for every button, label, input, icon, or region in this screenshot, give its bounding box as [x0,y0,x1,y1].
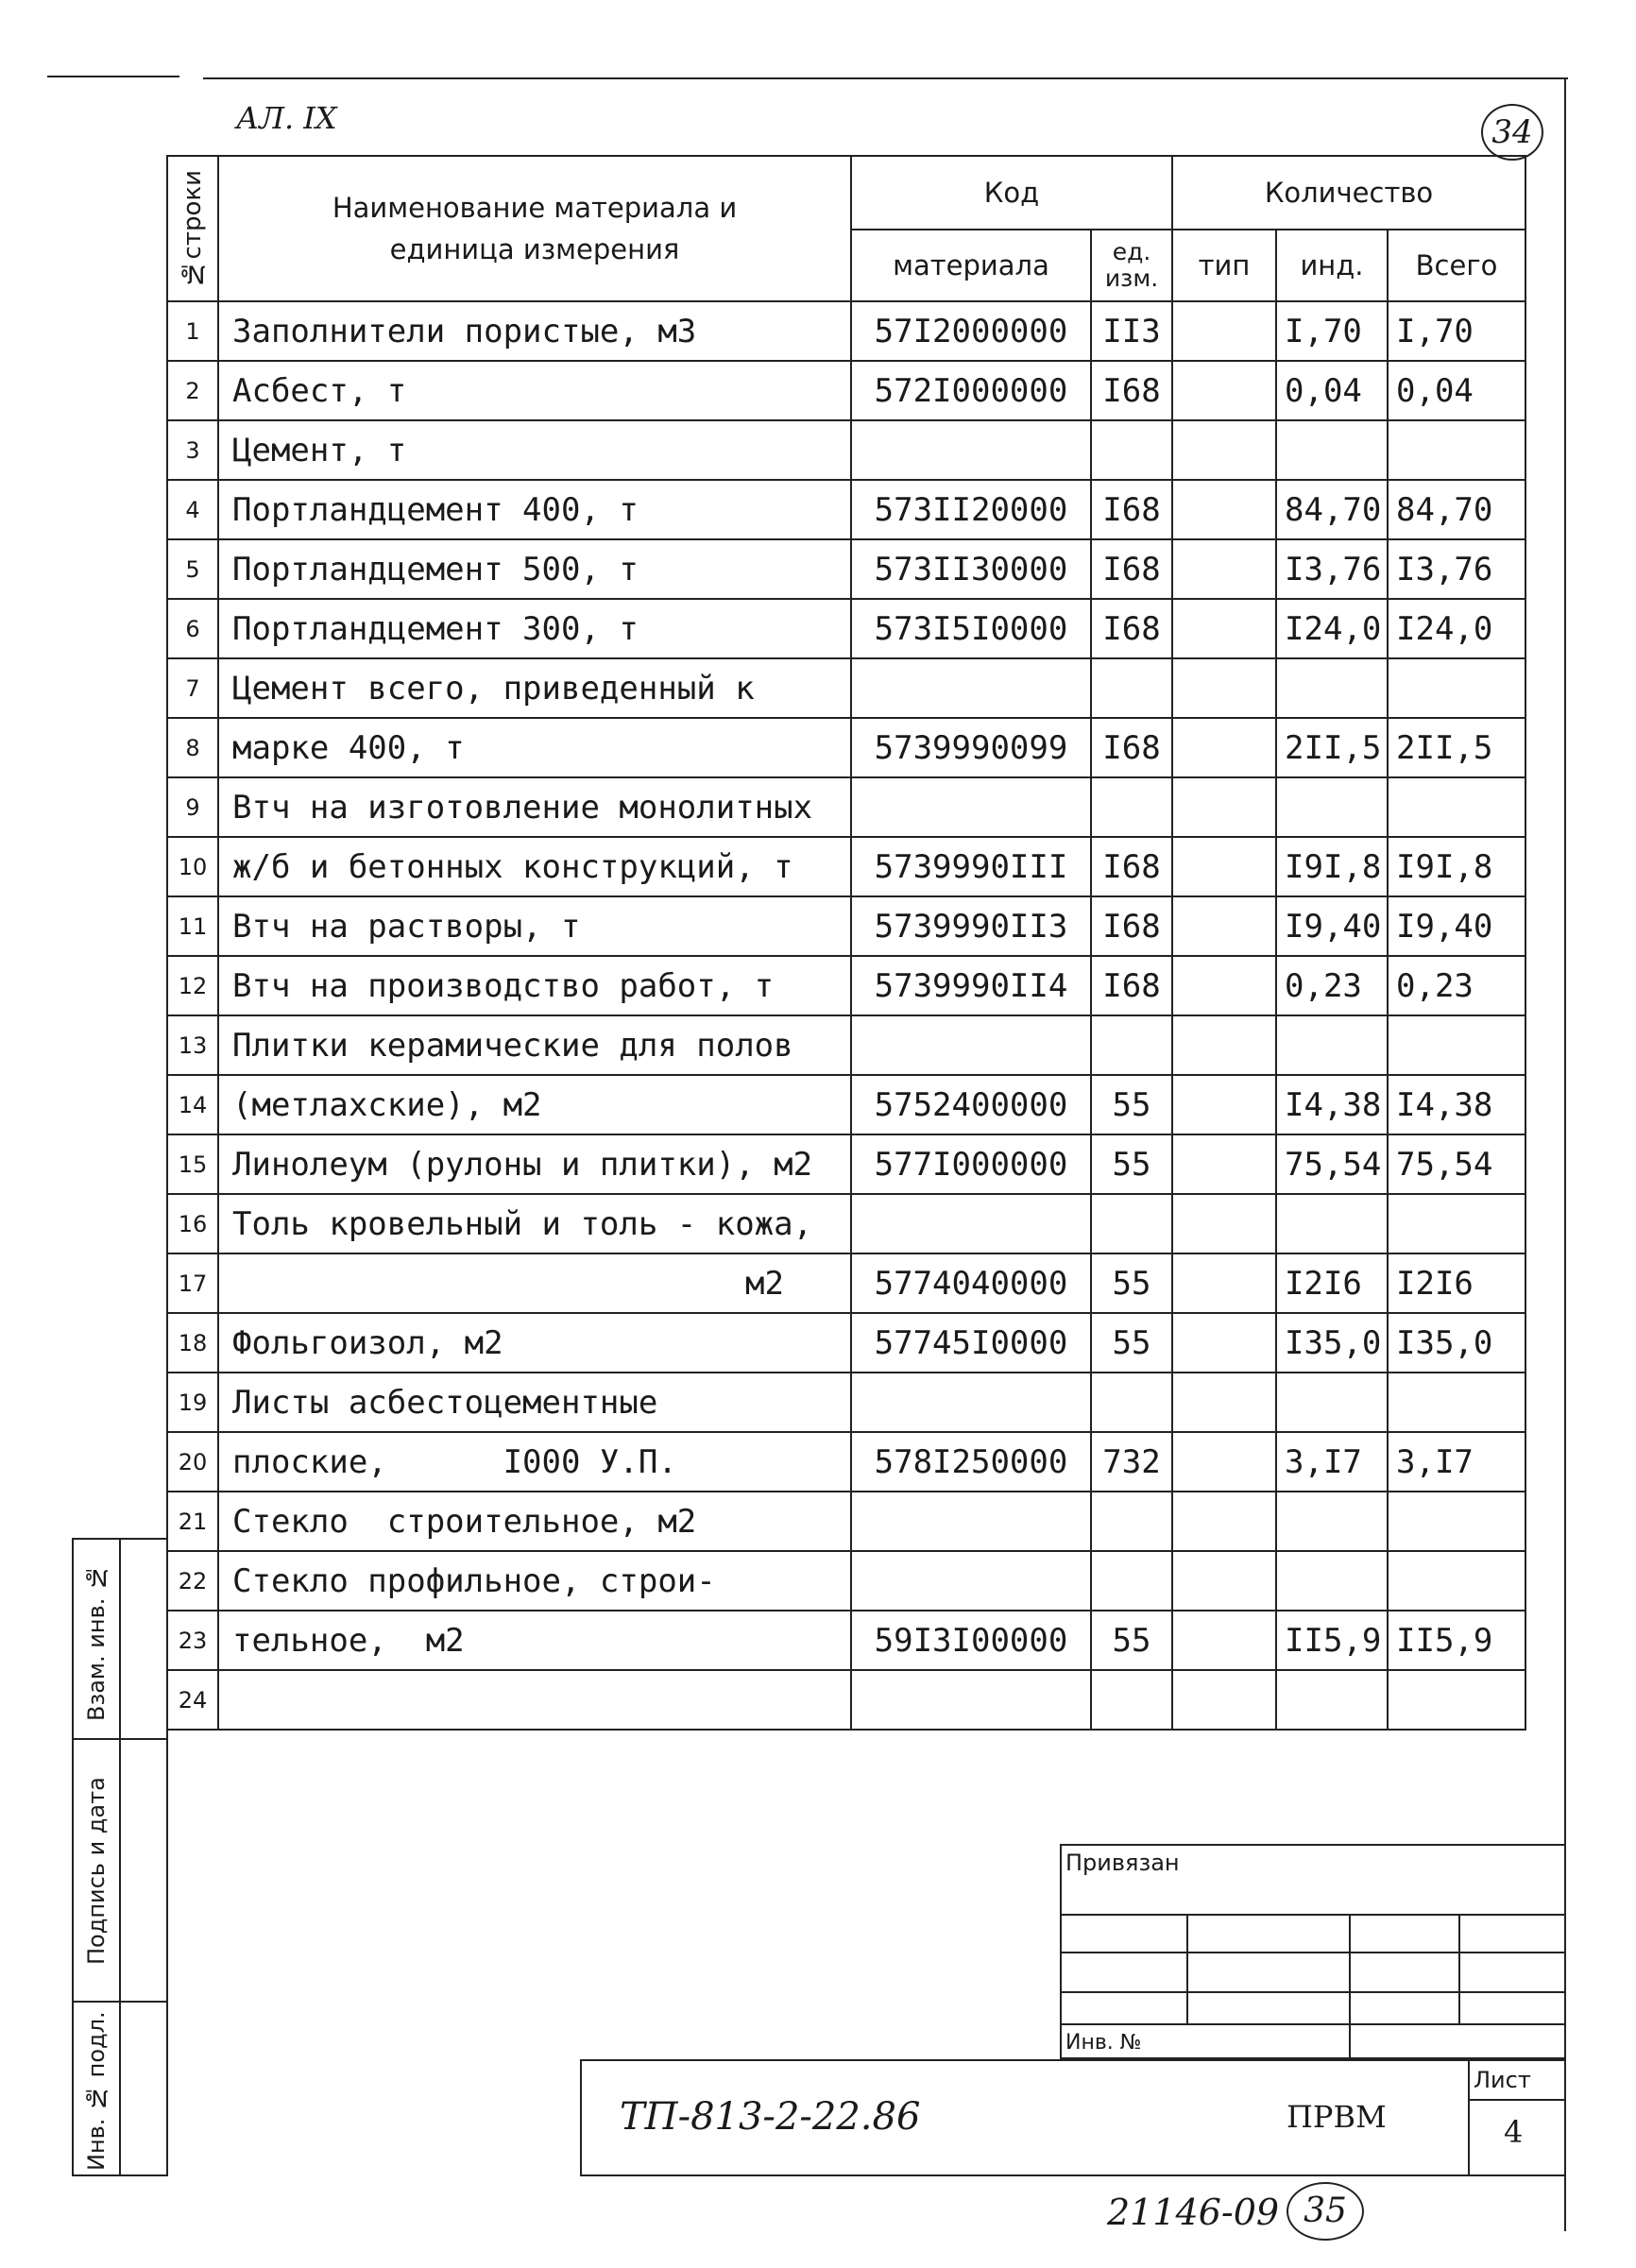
material-code [851,777,1091,837]
table-row [167,480,1525,539]
table-row [167,777,1525,837]
row-number: 20 [167,1432,218,1492]
unit-code: II3 [1091,301,1172,361]
material-code: 573II20000 [851,480,1091,539]
table-row [167,837,1525,896]
row-number: 1 [167,301,218,361]
qty-total: 3,I7 [1388,1432,1525,1492]
unit-code: 55 [1091,1611,1172,1670]
qty-type [1172,1253,1276,1313]
material-name: Линолеум (рулоны и плитки), м2 [218,1134,851,1194]
footer-page-circle [1287,2182,1364,2241]
title-linked-label: Привязан [1065,1850,1180,1876]
material-code: 5774040000 [851,1253,1091,1313]
table-row [167,1313,1525,1373]
qty-total [1388,1551,1525,1611]
row-number: 11 [167,896,218,956]
header-code-unit: ед. изм. [1091,230,1172,301]
sheet-divider [1468,2061,1470,2174]
qty-ind: 75,54 [1276,1134,1388,1194]
row-number: 13 [167,1015,218,1075]
qty-total: II5,9 [1388,1611,1525,1670]
row-number: 3 [167,420,218,480]
table-row [167,658,1525,718]
title-grid-line [1062,1914,1566,1916]
material-name: м2 [218,1253,851,1313]
material-code [851,1670,1091,1730]
qty-ind: 84,70 [1276,480,1388,539]
title-main-stamp [580,2059,1566,2176]
row-number: 15 [167,1134,218,1194]
unit-code [1091,777,1172,837]
unit-code: I68 [1091,599,1172,658]
table-row [167,1492,1525,1551]
material-name: Плитки керамические для полов [218,1015,851,1075]
material-code: 5752400000 [851,1075,1091,1134]
material-code [851,658,1091,718]
row-number: 8 [167,718,218,777]
unit-code [1091,1670,1172,1730]
row-number: 18 [167,1313,218,1373]
row-number: 14 [167,1075,218,1134]
material-code [851,1492,1091,1551]
qty-type [1172,1551,1276,1611]
table-row [167,599,1525,658]
qty-ind: 0,23 [1276,956,1388,1015]
qty-ind: I9I,8 [1276,837,1388,896]
qty-total: I4,38 [1388,1075,1525,1134]
material-name: Цемент, т [218,420,851,480]
header-qty-total: Всего [1388,230,1525,301]
qty-ind: I,70 [1276,301,1388,361]
material-name: Листы асбестоцементные [218,1373,851,1432]
qty-ind: 2II,5 [1276,718,1388,777]
qty-ind: I24,0 [1276,599,1388,658]
table-row [167,1611,1525,1670]
material-name: Портландцемент 300, т [218,599,851,658]
unit-code: 55 [1091,1313,1172,1373]
row-number: 16 [167,1194,218,1253]
table-row [167,420,1525,480]
row-number: 12 [167,956,218,1015]
qty-ind: I3,76 [1276,539,1388,599]
material-name: Заполнители пористые, м3 [218,301,851,361]
row-number: 7 [167,658,218,718]
material-name: Втч на изготовление монолитных [218,777,851,837]
unit-code: 55 [1091,1075,1172,1134]
qty-type [1172,1015,1276,1075]
qty-total: 0,04 [1388,361,1525,420]
qty-type [1172,1611,1276,1670]
unit-code: I68 [1091,896,1172,956]
material-name: тельное, м2 [218,1611,851,1670]
qty-total [1388,420,1525,480]
top-rule-right [203,77,1568,79]
side-stamp-row-line [74,2001,166,2003]
unit-code [1091,658,1172,718]
qty-type [1172,539,1276,599]
qty-type [1172,1075,1276,1134]
page-number-circle [1481,104,1543,161]
material-name: Портландцемент 400, т [218,480,851,539]
qty-type [1172,420,1276,480]
qty-total [1388,1373,1525,1432]
section-code: ПРВМ [1287,2099,1387,2135]
qty-type [1172,480,1276,539]
material-name: Втч на растворы, т [218,896,851,956]
unit-code [1091,1373,1172,1432]
qty-total: I,70 [1388,301,1525,361]
qty-type [1172,1373,1276,1432]
qty-total: I9,40 [1388,896,1525,956]
qty-type [1172,896,1276,956]
qty-ind [1276,777,1388,837]
table-row [167,1670,1525,1730]
unit-code [1091,1492,1172,1551]
qty-total: 0,23 [1388,956,1525,1015]
qty-type [1172,1134,1276,1194]
qty-type [1172,1492,1276,1551]
qty-type [1172,837,1276,896]
materials-table [166,155,1526,1731]
qty-total [1388,1670,1525,1730]
material-code: 573II30000 [851,539,1091,599]
table-row [167,1075,1525,1134]
qty-type [1172,1194,1276,1253]
material-code: 57745I0000 [851,1313,1091,1373]
unit-code: I68 [1091,361,1172,420]
qty-ind: I35,0 [1276,1313,1388,1373]
row-number: 10 [167,837,218,896]
material-code [851,1551,1091,1611]
title-grid-col [1458,1914,1460,2023]
title-grid-line [1062,1991,1566,1993]
unit-code: I68 [1091,539,1172,599]
qty-type [1172,658,1276,718]
title-linked-area [1060,1844,1566,2059]
title-grid-line [1062,1952,1566,1953]
unit-code [1091,1015,1172,1075]
side-label-inv-orig: Инв. № подл. [83,2011,110,2172]
qty-type [1172,1670,1276,1730]
material-name: Цемент всего, приведенный к [218,658,851,718]
material-name: Втч на производство работ, т [218,956,851,1015]
unit-code: 55 [1091,1134,1172,1194]
qty-ind: I4,38 [1276,1075,1388,1134]
title-inv-no-label: Инв. № [1065,2031,1142,2055]
title-grid-col [1349,1914,1351,2059]
material-code [851,1194,1091,1253]
material-code: 5739990099 [851,718,1091,777]
qty-total: 84,70 [1388,480,1525,539]
row-number: 2 [167,361,218,420]
qty-ind [1276,1373,1388,1432]
qty-ind: II5,9 [1276,1611,1388,1670]
material-code: 5739990II3 [851,896,1091,956]
material-code: 59I3I00000 [851,1611,1091,1670]
qty-ind [1276,1551,1388,1611]
qty-total [1388,777,1525,837]
header-quantity: Количество [1172,156,1525,230]
footer-page-number: 35 [1304,2191,1347,2230]
qty-type [1172,599,1276,658]
table-row [167,956,1525,1015]
row-number: 22 [167,1551,218,1611]
qty-ind [1276,658,1388,718]
material-name: марке 400, т [218,718,851,777]
table-row [167,361,1525,420]
unit-code [1091,1551,1172,1611]
material-name: Стекло профильное, строи- [218,1551,851,1611]
qty-total: 75,54 [1388,1134,1525,1194]
side-stamp-row-line [74,1738,166,1740]
row-number: 5 [167,539,218,599]
material-name: Фольгоизол, м2 [218,1313,851,1373]
unit-code: I68 [1091,718,1172,777]
row-number: 4 [167,480,218,539]
row-number: 17 [167,1253,218,1313]
header-name: Наименование материала и единица измерения [218,156,851,301]
material-code: 573I5I0000 [851,599,1091,658]
material-code [851,1373,1091,1432]
header-qty-type: тип [1172,230,1276,301]
sheet-label: Лист [1474,2067,1531,2093]
album-label: АЛ. IX [236,100,337,136]
material-code: 57I2000000 [851,301,1091,361]
table-row [167,301,1525,361]
qty-total: I35,0 [1388,1313,1525,1373]
side-stamp [72,1538,166,2176]
row-number: 6 [167,599,218,658]
table-row [167,1194,1525,1253]
material-code: 5739990III [851,837,1091,896]
unit-code: I68 [1091,480,1172,539]
top-rule-left [47,76,179,77]
table-row [167,1134,1525,1194]
unit-code: 732 [1091,1432,1172,1492]
material-name: Толь кровельный и толь - кожа, [218,1194,851,1253]
row-number: 24 [167,1670,218,1730]
qty-total: 2II,5 [1388,718,1525,777]
doc-code: ТП-813-2-22.86 [620,2095,921,2139]
row-number: 23 [167,1611,218,1670]
side-label-sign-date: Подпись и дата [83,1777,110,1966]
qty-type [1172,301,1276,361]
unit-code [1091,1194,1172,1253]
material-code: 572I000000 [851,361,1091,420]
qty-type [1172,361,1276,420]
table-row [167,1432,1525,1492]
qty-total: I2I6 [1388,1253,1525,1313]
qty-total: I24,0 [1388,599,1525,658]
qty-ind: I9,40 [1276,896,1388,956]
table-row [167,539,1525,599]
material-name: Портландцемент 500, т [218,539,851,599]
header-code: Код [851,156,1172,230]
unit-code [1091,420,1172,480]
header-qty-ind: инд. [1276,230,1388,301]
title-grid-line [1062,2023,1566,2025]
material-name: ж/б и бетонных конструкций, т [218,837,851,896]
qty-total [1388,1194,1525,1253]
qty-total [1388,658,1525,718]
header-row-no: №строки [167,156,218,301]
qty-total [1388,1015,1525,1075]
sheet-number: 4 [1504,2114,1524,2150]
table-row [167,718,1525,777]
qty-type [1172,1432,1276,1492]
material-name: Стекло строительное, м2 [218,1492,851,1551]
qty-ind [1276,1015,1388,1075]
material-code [851,420,1091,480]
row-number: 9 [167,777,218,837]
material-code: 577I000000 [851,1134,1091,1194]
sheet-label-line [1468,2099,1566,2101]
order-number: 21146-09 [1107,2191,1280,2233]
title-grid-col [1186,1914,1188,2023]
material-name [218,1670,851,1730]
material-name: плоские, I000 У.П. [218,1432,851,1492]
qty-type [1172,718,1276,777]
row-number: 19 [167,1373,218,1432]
material-code: 5739990II4 [851,956,1091,1015]
qty-ind [1276,1194,1388,1253]
row-number: 21 [167,1492,218,1551]
unit-code: I68 [1091,956,1172,1015]
qty-type [1172,777,1276,837]
side-label-inv-replace: Взам. инв. № [83,1564,110,1721]
qty-ind [1276,1492,1388,1551]
unit-code: 55 [1091,1253,1172,1313]
qty-total [1388,1492,1525,1551]
qty-ind: 3,I7 [1276,1432,1388,1492]
qty-ind: 0,04 [1276,361,1388,420]
header-code-material: материала [851,230,1091,301]
table-row [167,1373,1525,1432]
material-code [851,1015,1091,1075]
table-row [167,1015,1525,1075]
table-row [167,1253,1525,1313]
qty-ind: I2I6 [1276,1253,1388,1313]
qty-ind [1276,420,1388,480]
qty-total: I3,76 [1388,539,1525,599]
qty-type [1172,956,1276,1015]
unit-code: I68 [1091,837,1172,896]
material-code: 578I250000 [851,1432,1091,1492]
material-name: Асбест, т [218,361,851,420]
side-stamp-divider [119,1540,121,2174]
material-name: (метлахские), м2 [218,1075,851,1134]
qty-total: I9I,8 [1388,837,1525,896]
table-row [167,1551,1525,1611]
qty-type [1172,1313,1276,1373]
table-row [167,896,1525,956]
qty-ind [1276,1670,1388,1730]
page-number: 34 [1491,113,1533,151]
